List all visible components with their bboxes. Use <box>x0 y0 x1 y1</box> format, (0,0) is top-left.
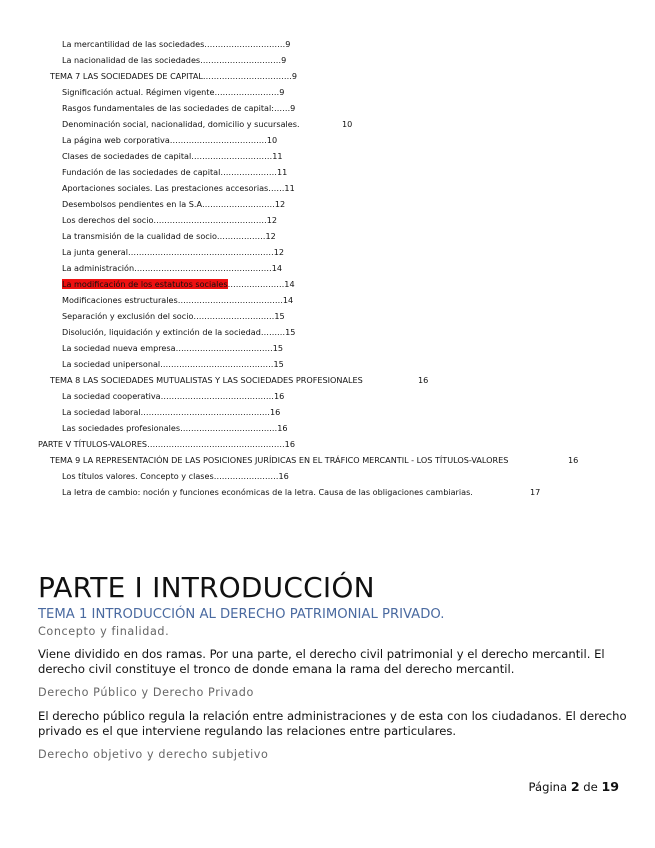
toc-entry-text: La mercantilidad de las sociedades…………………………9 <box>62 39 291 49</box>
toc-entry-text: La nacionalidad de las sociedades…………………………9 <box>62 55 287 65</box>
footer-current-page: 2 <box>570 779 580 794</box>
section-body-publico-privado: El derecho público regula la relación entre administraciones y de esta con los ciudadanos. El derecho privado es el que interviene regulando las relaciones entre particulares. <box>38 709 627 738</box>
toc-entry-text: PARTE V TÍTULOS-VALORES……………………………………………16 <box>38 439 295 449</box>
toc-entry[interactable] <box>0 36 655 52</box>
toc-entry-text: Los títulos valores. Concepto y clases……………………16 <box>62 471 289 481</box>
footer-connector: de <box>583 780 598 794</box>
toc-entry[interactable] <box>0 100 655 116</box>
toc-entry[interactable] <box>0 228 655 244</box>
toc-entry-text: TEMA 9 LA REPRESENTACIÓN DE LAS POSICIONES JURÍDICAS EN EL TRÁFICO MERCANTIL - LOS TÍTULOS-VALORES <box>50 455 509 465</box>
toc-entry-leader: …………………14 <box>227 279 295 289</box>
toc-entry-text: La sociedad nueva empresa………………………………15 <box>62 343 283 353</box>
part-title: PARTE I INTRODUCCIÓN <box>38 571 375 604</box>
tema-title: TEMA 1 INTRODUCCIÓN AL DERECHO PATRIMONIAL PRIVADO. <box>38 607 445 622</box>
table-of-contents <box>0 36 655 500</box>
toc-entry[interactable] <box>0 308 655 324</box>
toc-entry[interactable] <box>0 276 655 292</box>
toc-entry[interactable] <box>0 484 655 500</box>
section-heading-concepto: Concepto y finalidad. <box>38 625 170 638</box>
toc-entry-text: Los derechos del socio……………………………………12 <box>62 215 278 225</box>
toc-entry-text: La junta general………………………………………………12 <box>62 247 285 257</box>
toc-entry-text: Separación y exclusión del socio…………………………15 <box>62 311 285 321</box>
toc-entry[interactable] <box>0 52 655 68</box>
toc-entry-text: Modificaciones estructurales…………………………………14 <box>62 295 294 305</box>
toc-entry-text: Significación actual. Régimen vigente……………………9 <box>62 87 285 97</box>
toc-entry-text: TEMA 7 LAS SOCIEDADES DE CAPITAL……………………………9 <box>50 71 298 81</box>
toc-entry[interactable] <box>0 68 655 84</box>
toc-entry[interactable] <box>0 244 655 260</box>
toc-entry-text: La letra de cambio: noción y funciones económicas de la letra. Causa de las obligaciones cambiarias. <box>62 487 473 497</box>
toc-entry[interactable] <box>0 196 655 212</box>
toc-entry[interactable] <box>0 404 655 420</box>
toc-entry[interactable] <box>0 180 655 196</box>
footer-total-pages: 19 <box>601 779 619 794</box>
toc-entry-text: La administración……………………………………………14 <box>62 263 283 273</box>
toc-entry[interactable] <box>0 132 655 148</box>
toc-entry-text: Desembolsos pendientes en la S.A………………………12 <box>62 199 286 209</box>
toc-entry-text: Aportaciones sociales. Las prestaciones accesorias……11 <box>62 183 295 193</box>
toc-entry[interactable] <box>0 388 655 404</box>
toc-entry[interactable] <box>0 452 655 468</box>
toc-entry-text: Fundación de las sociedades de capital…………………11 <box>62 167 288 177</box>
toc-entry-text: La sociedad laboral…………………………………………16 <box>62 407 281 417</box>
toc-entry-text: Denominación social, nacionalidad, domicilio y sucursales. <box>62 119 300 129</box>
toc-entry[interactable] <box>0 84 655 100</box>
toc-entry[interactable] <box>0 116 655 132</box>
toc-entry-text: La página web corporativa………………………………10 <box>62 135 278 145</box>
toc-page-number: 16 <box>418 375 429 385</box>
toc-entry[interactable] <box>0 292 655 308</box>
toc-entry[interactable] <box>0 468 655 484</box>
toc-entry[interactable] <box>0 372 655 388</box>
toc-entry-text: Las sociedades profesionales………………………………16 <box>62 423 288 433</box>
toc-page-number: 17 <box>530 487 541 497</box>
toc-page-number: 10 <box>342 119 353 129</box>
page-footer <box>529 779 619 794</box>
toc-page-number: 16 <box>568 455 579 465</box>
toc-entry-text <box>62 276 295 292</box>
toc-entry[interactable] <box>0 164 655 180</box>
toc-entry[interactable] <box>0 436 655 452</box>
section-body-concepto: Viene dividido en dos ramas. Por una parte, el derecho civil patrimonial y el derecho mercantil. El derecho civil constituye el tronco de donde emana la rama del derecho mercantil. <box>38 647 605 676</box>
footer-prefix: Página <box>528 780 568 794</box>
toc-entry[interactable] <box>0 324 655 340</box>
toc-entry[interactable] <box>0 420 655 436</box>
toc-entry-text: Rasgos fundamentales de las sociedades de capital:……9 <box>62 103 296 113</box>
toc-entry-text: Disolución, liquidación y extinción de la sociedad………15 <box>62 327 296 337</box>
toc-entry-text: La sociedad unipersonal……………………………………15 <box>62 359 284 369</box>
toc-entry[interactable] <box>0 148 655 164</box>
toc-entry[interactable] <box>0 260 655 276</box>
toc-entry-text: La sociedad cooperativa……………………………………16 <box>62 391 285 401</box>
toc-entry[interactable] <box>0 212 655 228</box>
toc-highlighted-text: La modificación de los estatutos sociales <box>62 279 228 289</box>
toc-entry[interactable] <box>0 356 655 372</box>
toc-entry[interactable] <box>0 340 655 356</box>
section-heading-objetivo-subjetivo: Derecho objetivo y derecho subjetivo <box>38 748 269 761</box>
toc-entry-text: Clases de sociedades de capital…………………………11 <box>62 151 283 161</box>
section-heading-publico-privado: Derecho Público y Derecho Privado <box>38 686 254 699</box>
toc-entry-text: TEMA 8 LAS SOCIEDADES MUTUALISTAS Y LAS SOCIEDADES PROFESIONALES <box>50 375 363 385</box>
toc-entry-text: La transmisión de la cualidad de socio………………12 <box>62 231 276 241</box>
